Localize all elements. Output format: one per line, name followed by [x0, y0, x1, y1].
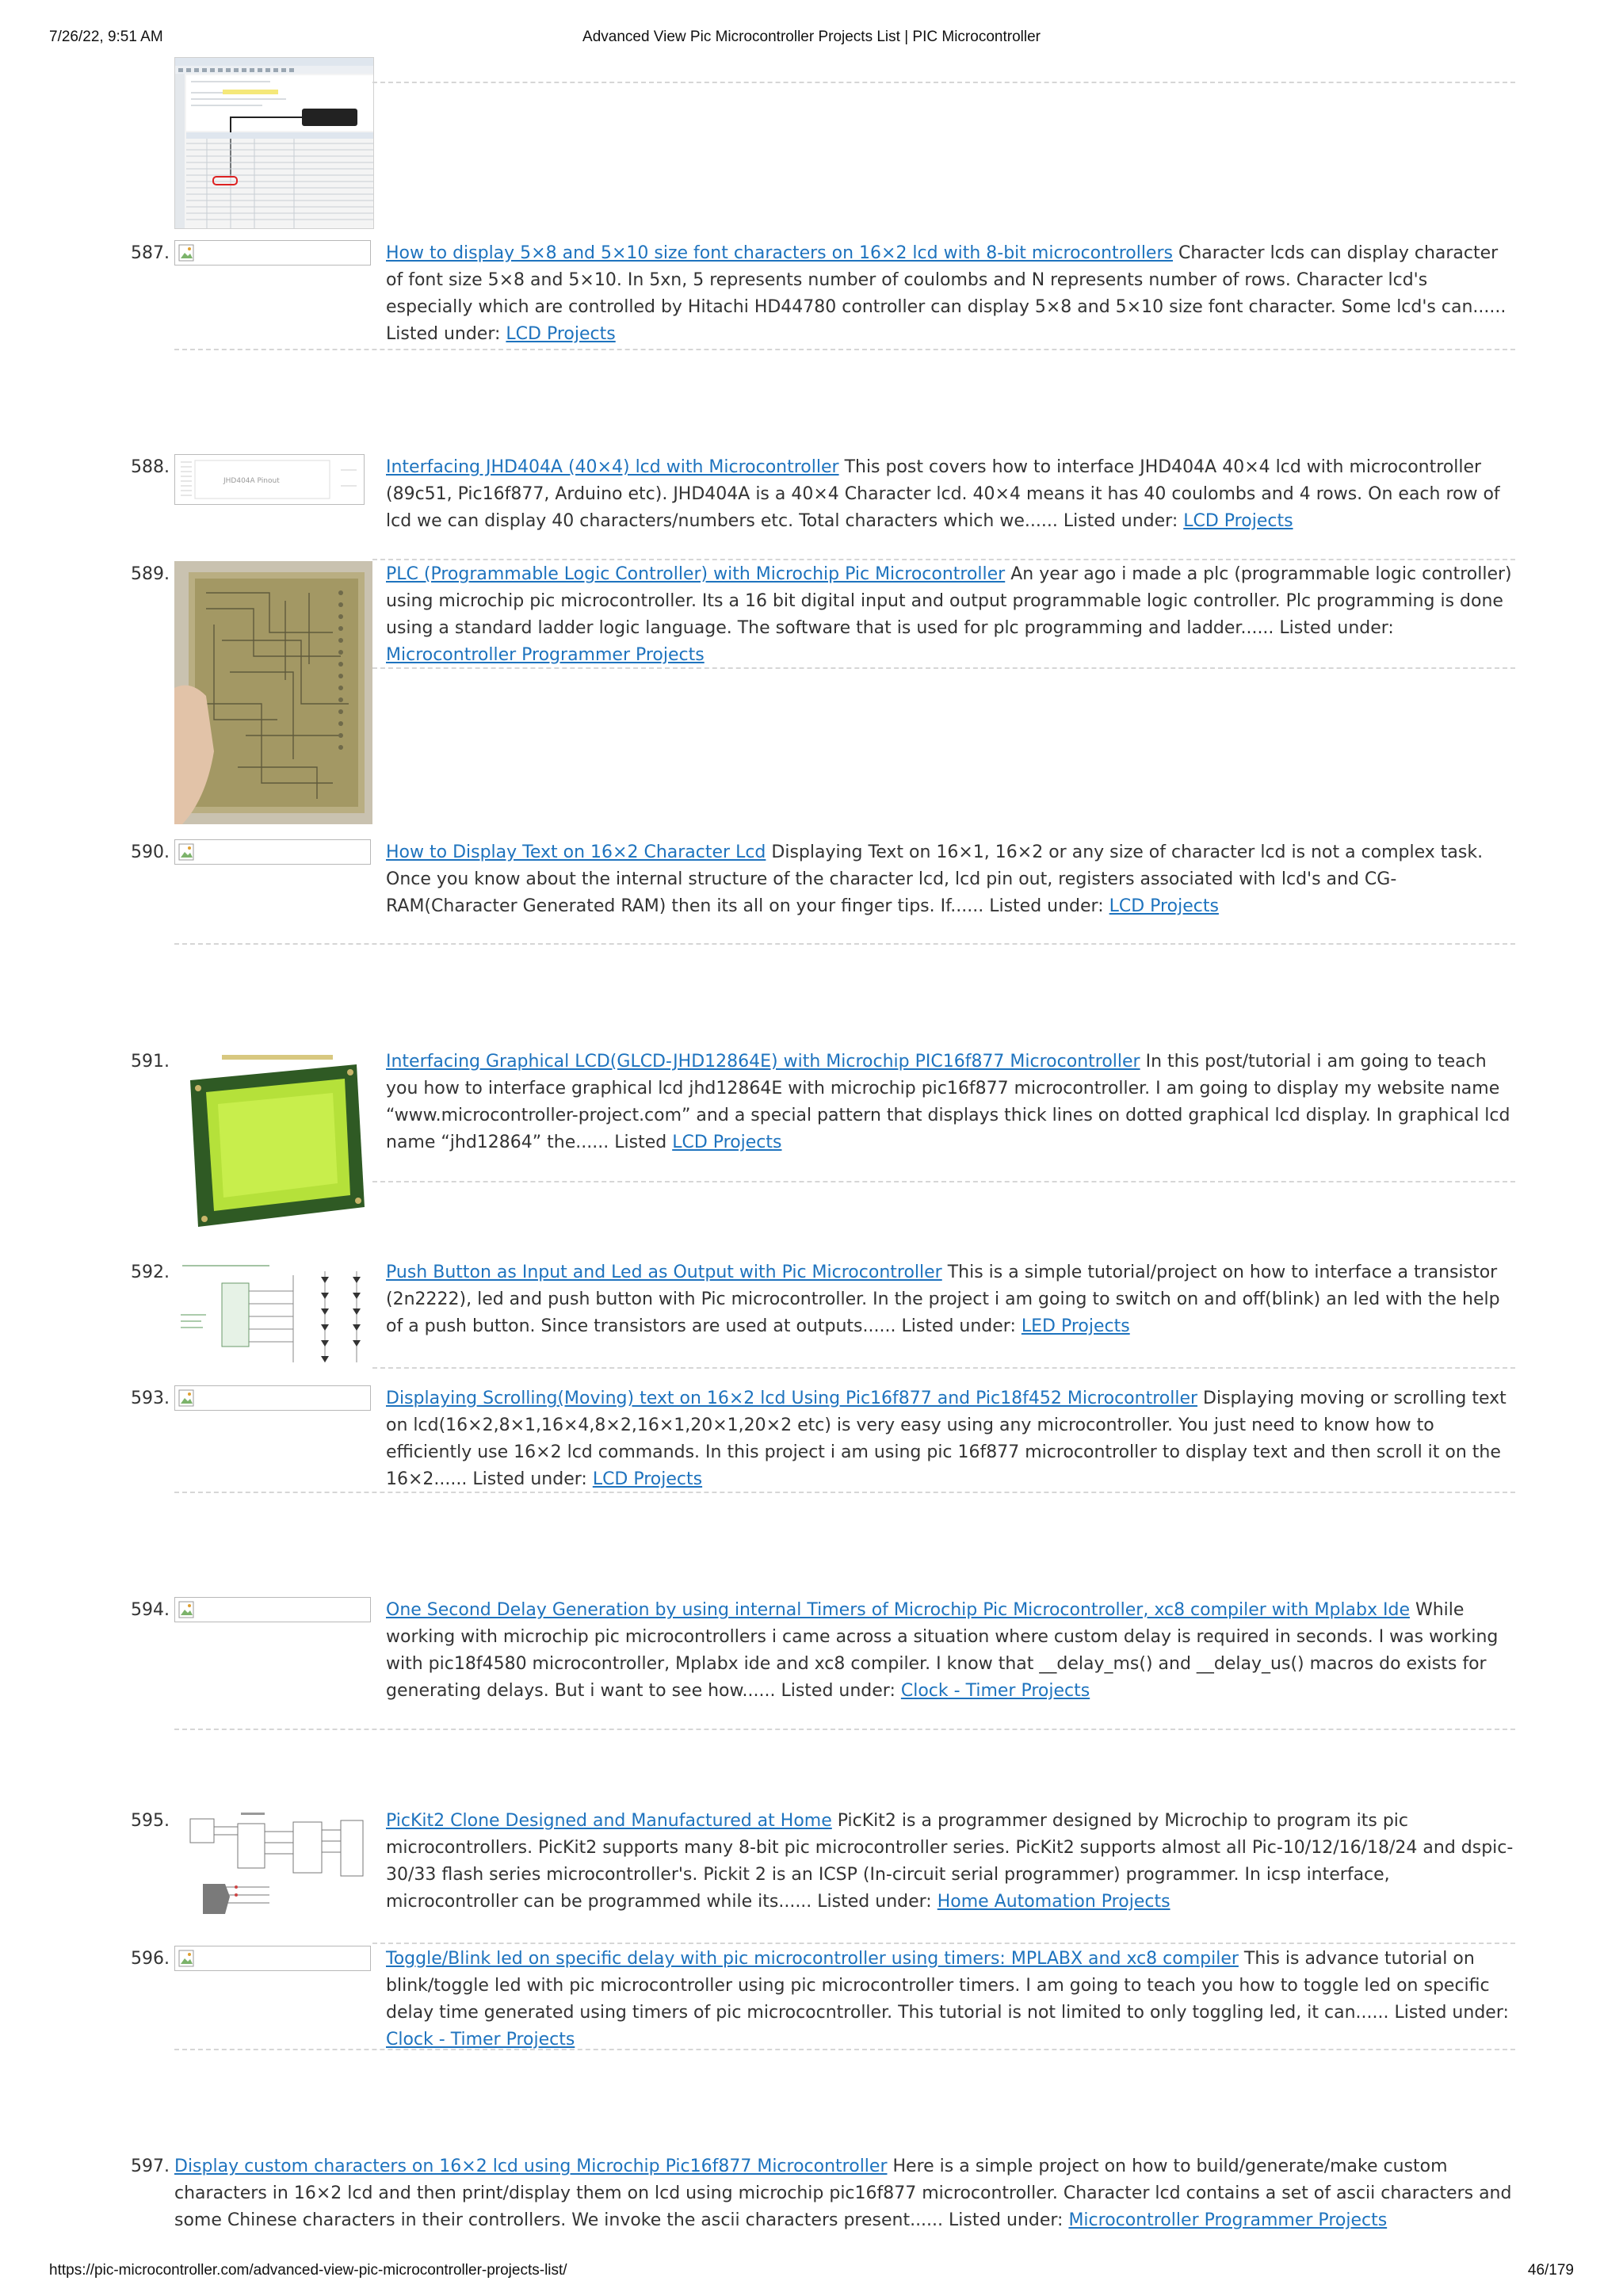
print-url: https://pic-microcontroller.com/advanced-view-pic-microcontroller-projects-list/ — [49, 2262, 567, 2279]
item-number: 595. — [131, 1811, 170, 1831]
print-footer — [49, 2262, 1574, 2286]
listed-under-label: Listed under: — [817, 1892, 932, 1912]
item-text — [386, 1259, 1515, 1340]
pinout-label: JHD404A Pinout — [223, 477, 280, 485]
item-number: 594. — [131, 1600, 170, 1620]
listed-under-label: Listed under: — [386, 324, 501, 344]
separator — [174, 943, 1515, 945]
broken-image-thumbnail[interactable] — [174, 240, 371, 266]
item-category-link[interactable]: Clock - Timer Projects — [386, 2030, 575, 2050]
separator — [372, 1367, 1515, 1369]
item-description: Character lcds can display character of font size 5×8 and 5×10. In 5xn, 5 represents number of coulombs and N represents number of rows. Character lcd's especially which are controlled by Hitachi HD44780 controller can display 5×8 and 5×10 size font character. Some lcd's can...... — [386, 243, 1507, 317]
ide-screenshot-image — [175, 58, 373, 228]
item-title-link[interactable]: Displaying Scrolling(Moving) text on 16×2 lcd Using Pic16f877 and Pic18f452 Microcontroller — [386, 1389, 1198, 1408]
item-category-link[interactable]: LCD Projects — [592, 1469, 703, 1489]
separator — [372, 82, 1515, 83]
graphical-lcd-image — [174, 1049, 372, 1247]
print-header — [49, 29, 1574, 52]
pinout-thumbnail[interactable] — [174, 454, 365, 508]
item-text — [386, 1385, 1515, 1493]
item-category-link[interactable]: LCD Projects — [506, 324, 616, 344]
item-text — [386, 839, 1515, 920]
item-description: While working with microchip pic microcontrollers i came across a situation where custom delay is required in seconds. I was working with pic18f4580 microcontroller, Mplabx ide and xc8 compiler. I know that __delay_ms() and __delay_us() macros do exists for generating delays. But i want to see how...... — [386, 1600, 1499, 1701]
print-datetime: 7/26/22, 9:51 AM — [49, 29, 163, 45]
item-description: This post covers how to interface JHD404A 40×4 lcd with microcontroller (89c51, Pic16f877, Arduino etc). JHD404A is a 40×4 Character lcd. 40×4 means it has 40 coulombs and 4 rows. On each row of lcd we can display 40 characters/numbers etc. Total characters which we...... — [386, 457, 1500, 531]
separator — [174, 1492, 1515, 1493]
item-category-link[interactable]: LCD Projects — [672, 1133, 782, 1152]
item-description: Displaying moving or scrolling text on lcd(16×2,8×1,16×4,8×2,16×1,20×1,20×2 etc) is very easy using any microcontroller. You just need to know how to efficiently use 16×2 lcd commands. In this project i am using pic 16f877 microcontroller to display text and then scroll it on the 16×2...... — [386, 1389, 1507, 1489]
listed-under-label: Listed under: — [472, 1469, 587, 1489]
print-page-title: Advanced View Pic Microcontroller Projects List | PIC Microcontroller — [582, 29, 1041, 45]
item-category-link[interactable]: Home Automation Projects — [937, 1892, 1170, 1912]
item-text — [386, 454, 1515, 535]
pickit2-schematic-thumbnail[interactable] — [174, 1808, 372, 1922]
item-description: An year ago i made a plc (programmable logic controller) using microchip pic microcontroller. Its a 16 bit digital input and output programmable logic controller. Plc programming is done using a standard ladder logic language. The software that is used for plc programming and ladder...... — [386, 564, 1512, 638]
item-title-link[interactable]: How to display 5×8 and 5×10 size font characters on 16×2 lcd with 8-bit microcontrollers — [386, 243, 1173, 263]
broken-image-icon — [178, 1389, 194, 1407]
glcd-photo[interactable] — [174, 1049, 372, 1247]
separator — [372, 559, 1515, 560]
item-title-link[interactable]: How to Display Text on 16×2 Character Lcd — [386, 842, 766, 862]
broken-image-thumbnail[interactable] — [174, 1946, 371, 1971]
broken-image-icon — [178, 1950, 194, 1967]
item-text — [386, 1049, 1515, 1156]
pickit2-clone-schematic-image — [174, 1808, 372, 1919]
listed-under-label: Listed under: — [901, 1316, 1016, 1336]
item-title-link[interactable]: Interfacing Graphical LCD(GLCD-JHD12864E) with Microchip PIC16f877 Microcontroller — [386, 1052, 1140, 1072]
item-category-link[interactable]: Microcontroller Programmer Projects — [1068, 2210, 1388, 2230]
listed-under-label: Listed under: — [781, 1681, 896, 1701]
separator — [372, 667, 1515, 669]
broken-image-thumbnail[interactable] — [174, 1385, 371, 1411]
separator — [174, 2049, 1515, 2050]
item-text — [386, 1597, 1515, 1705]
broken-image-icon — [178, 1601, 194, 1618]
item-title-link[interactable]: Display custom characters on 16×2 lcd using Microchip Pic16f877 Microcontroller — [174, 2157, 888, 2176]
listed-under-label: Listed under: — [949, 2210, 1064, 2230]
item-title-link[interactable]: Interfacing JHD404A (40×4) lcd with Microcontroller — [386, 457, 839, 477]
item-number: 591. — [131, 1052, 170, 1072]
plc-board-photo[interactable] — [174, 561, 372, 824]
separator — [372, 1181, 1515, 1182]
item-number: 587. — [131, 243, 170, 263]
item-description: In this post/tutorial i am going to teach you how to interface graphical lcd jhd12864E with microchip pic16f877 microcontroller. I am going to display my website name “www.microcontroller-project.com” and a special pattern that displays thick lines on dotted graphical lcd display. In graphical lcd name “jhd12864” the...... Listed — [386, 1052, 1510, 1152]
item-text — [174, 2153, 1515, 2234]
item-number: 592. — [131, 1263, 170, 1282]
print-page-number: 46/179 — [1527, 2262, 1574, 2279]
schematic-thumbnail[interactable] — [174, 1259, 372, 1373]
listed-under-label: Listed under: — [1394, 2003, 1509, 2023]
jhd404a-pinout-image — [174, 454, 365, 505]
broken-image-icon — [178, 843, 194, 861]
listed-under-label: Listed under: — [989, 896, 1104, 916]
item-description: Here is a simple project on how to build/generate/make custom characters in 16×2 lcd and then print/display them on lcd using microchip pic16f877 microcontroller. Character lcd contains a set of ascii characters and some Chinese characters in their controllers. We invoke the ascii characters present...... — [174, 2157, 1512, 2230]
listed-under-label: Listed under: — [1063, 511, 1178, 531]
item-description: PicKit2 is a programmer designed by Microchip to program its pic microcontrollers. PicKit2 supports many 8-bit pic microcontroller series. PicKit2 supports almost all Pic-10/12/16/18/24 and dspic-30/33 flash series microcontroller's. Pickit 2 is an ICSP (In-circuit serial programmer) programmer. In icsp interface, microcontroller can be programmed while its...... — [386, 1811, 1514, 1912]
item-text — [386, 561, 1515, 669]
plc-pcb-image — [174, 561, 372, 824]
item-number: 596. — [131, 1949, 170, 1969]
separator — [174, 349, 1515, 350]
item-description: This is advance tutorial on blink/toggle led with pic microcontroller using pic microcontroller timers. I am going to teach you how to toggle led on specific delay time generated using timers of pic micrococntroller. This tutorial is not limited to only toggling led, it can...... — [386, 1949, 1490, 2023]
item-text — [386, 240, 1515, 348]
item-category-link[interactable]: LCD Projects — [1109, 896, 1219, 916]
item-category-link[interactable]: LCD Projects — [1183, 511, 1293, 531]
broken-image-icon — [178, 244, 194, 262]
item-title-link[interactable]: PicKit2 Clone Designed and Manufactured at Home — [386, 1811, 832, 1831]
listed-under-label: Listed under: — [1279, 618, 1394, 638]
item-title-link[interactable]: Toggle/Blink led on specific delay with pic microcontroller using timers: MPLABX and xc8 compiler — [386, 1949, 1239, 1969]
item-title-link[interactable]: PLC (Programmable Logic Controller) with Microchip Pic Microcontroller — [386, 564, 1006, 584]
item-text — [386, 1946, 1515, 2053]
broken-image-thumbnail[interactable] — [174, 1597, 371, 1622]
item-title-link[interactable]: Push Button as Input and Led as Output with Pic Microcontroller — [386, 1263, 942, 1282]
item-description: Displaying Text on 16×1, 16×2 or any size of character lcd is not a complex task. Once you know about the internal structure of the character lcd, lcd pin out, registers associated with lcd's and CG-RAM(Character Generated RAM) then its all on your finger tips. If...... — [386, 842, 1484, 916]
item-text — [386, 1808, 1515, 1916]
item-description: This is a simple tutorial/project on how to interface a transistor (2n2222), led and push button with Pic microcontroller. In the project i am going to switch on and off(blink) an led with the help of a push button. Since transistors are used at outputs...... — [386, 1263, 1500, 1336]
item-number: 588. — [131, 457, 170, 477]
push-button-led-schematic-image — [174, 1259, 372, 1370]
item-number: 590. — [131, 842, 170, 862]
item-number: 593. — [131, 1389, 170, 1408]
item-category-link[interactable]: Microcontroller Programmer Projects — [386, 645, 705, 665]
separator — [372, 1943, 1515, 1944]
item-title-link[interactable]: One Second Delay Generation by using internal Timers of Microchip Pic Microcontroller, xc8 compiler with Mplabx Ide — [386, 1600, 1410, 1620]
item-number: 597. — [131, 2157, 170, 2176]
broken-image-thumbnail[interactable] — [174, 839, 371, 865]
item-number: 589. — [131, 564, 170, 584]
previous-entry-thumbnail — [174, 57, 374, 229]
separator — [174, 1729, 1515, 1730]
item-category-link[interactable]: LED Projects — [1021, 1316, 1130, 1336]
item-category-link[interactable]: Clock - Timer Projects — [900, 1681, 1090, 1701]
